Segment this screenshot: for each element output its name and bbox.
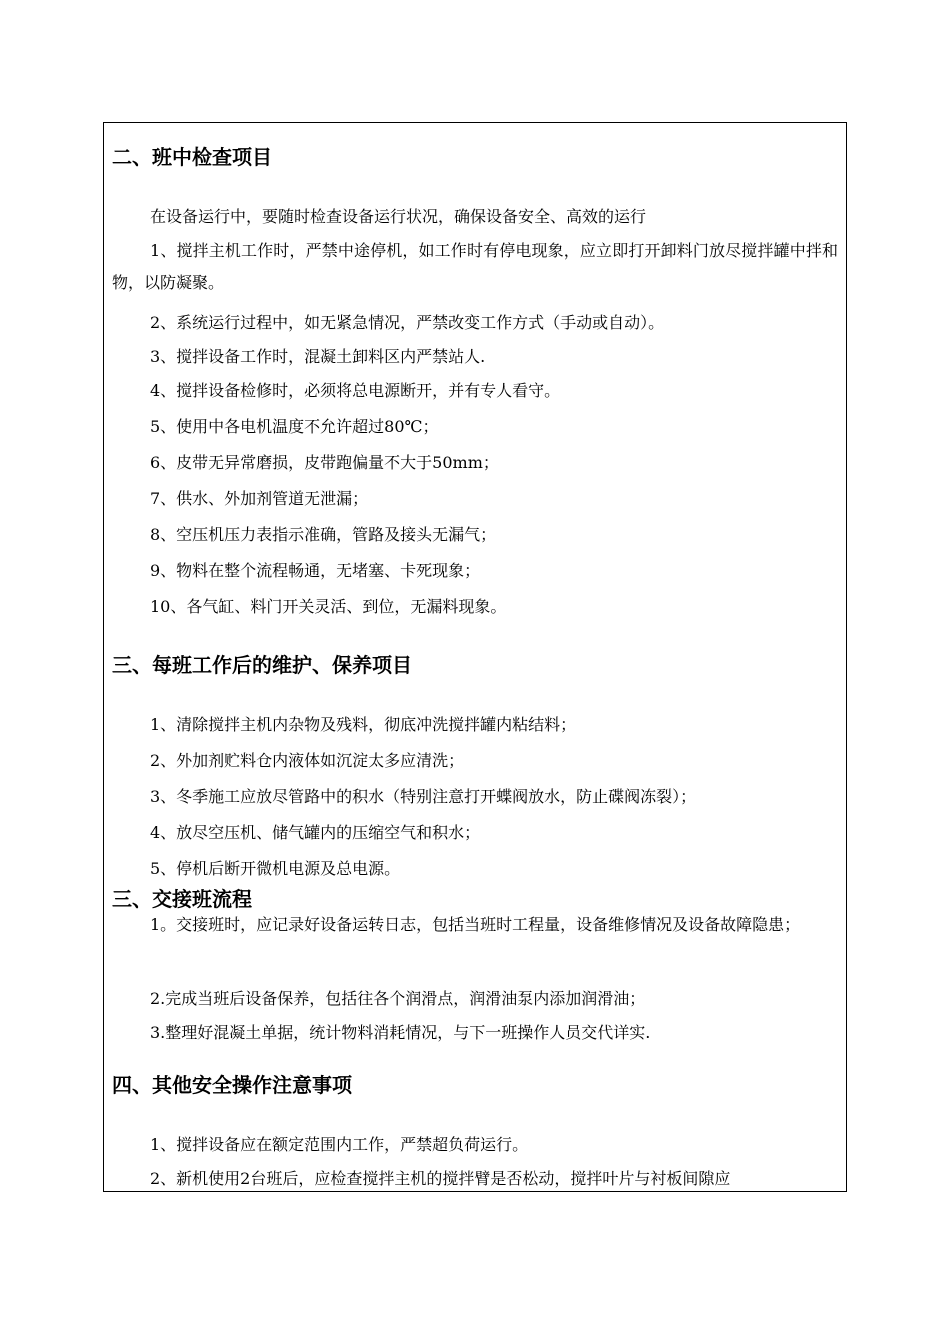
paragraph: 10、各气缸、料门开关灵活、到位，无漏料现象。 [150, 597, 507, 616]
paragraph: 2、新机使用2台班后，应检查搅拌主机的搅拌臂是否松动，搅拌叶片与衬板间隙应 [150, 1169, 731, 1188]
paragraph: 7、供水、外加剂管道无泄漏； [150, 489, 369, 508]
paragraph: 3、冬季施工应放尽管路中的积水（特别注意打开蝶阀放水，防止碟阀冻裂）； [150, 787, 697, 806]
paragraph: 5、停机后断开微机电源及总电源。 [150, 859, 401, 878]
section-heading-other-safety: 四、其他安全操作注意事项 [112, 1073, 352, 1097]
paragraph: 1、搅拌设备应在额定范围内工作，严禁超负荷运行。 [150, 1135, 529, 1154]
paragraph: 4、搅拌设备检修时，必须将总电源断开，并有专人看守。 [150, 381, 561, 400]
paragraph: 4、放尽空压机、储气罐内的压缩空气和积水； [150, 823, 481, 842]
paragraph: 2.完成当班后设备保养，包括往各个润滑点，润滑油泵内添加润滑油； [150, 989, 646, 1008]
paragraph: 1、搅拌主机工作时，严禁中途停机，如工作时有停电现象，应立即打开卸料门放尽搅拌罐中拌和物，以防凝聚。 [112, 241, 838, 292]
section-heading-maintenance: 三、每班工作后的维护、保养项目 [112, 653, 412, 677]
paragraph: 2、外加剂贮料仓内液体如沉淀太多应清洗； [150, 751, 465, 770]
paragraph: 6、皮带无异常磨损，皮带跑偏量不大于50mm； [150, 453, 499, 472]
paragraph: 3.整理好混凝土单据，统计物料消耗情况，与下一班操作人员交代详实. [150, 1023, 651, 1042]
paragraph: 1。交接班时，应记录好设备运转日志，包括当班时工程量，设备维修情况及设备故障隐患； [150, 915, 801, 934]
section-heading-shift-handover: 三、交接班流程 [112, 887, 252, 911]
paragraph: 在设备运行中，要随时检查设备运行状况，确保设备安全、高效的运行 [150, 207, 647, 226]
paragraph: 5、使用中各电机温度不允许超过80℃； [150, 417, 439, 436]
paragraph: 8、空压机压力表指示准确，管路及接头无漏气； [150, 525, 497, 544]
section-heading-inspection: 二、班中检查项目 [112, 145, 272, 169]
paragraph: 2、系统运行过程中，如无紧急情况，严禁改变工作方式（手动或自动）。 [150, 313, 665, 332]
document-frame [103, 122, 847, 1192]
paragraph: 3、搅拌设备工作时，混凝土卸料区内严禁站人. [150, 347, 486, 366]
paragraph: 9、物料在整个流程畅通，无堵塞、卡死现象； [150, 561, 481, 580]
paragraph: 1、清除搅拌主机内杂物及残料，彻底冲洗搅拌罐内粘结料； [150, 715, 577, 734]
